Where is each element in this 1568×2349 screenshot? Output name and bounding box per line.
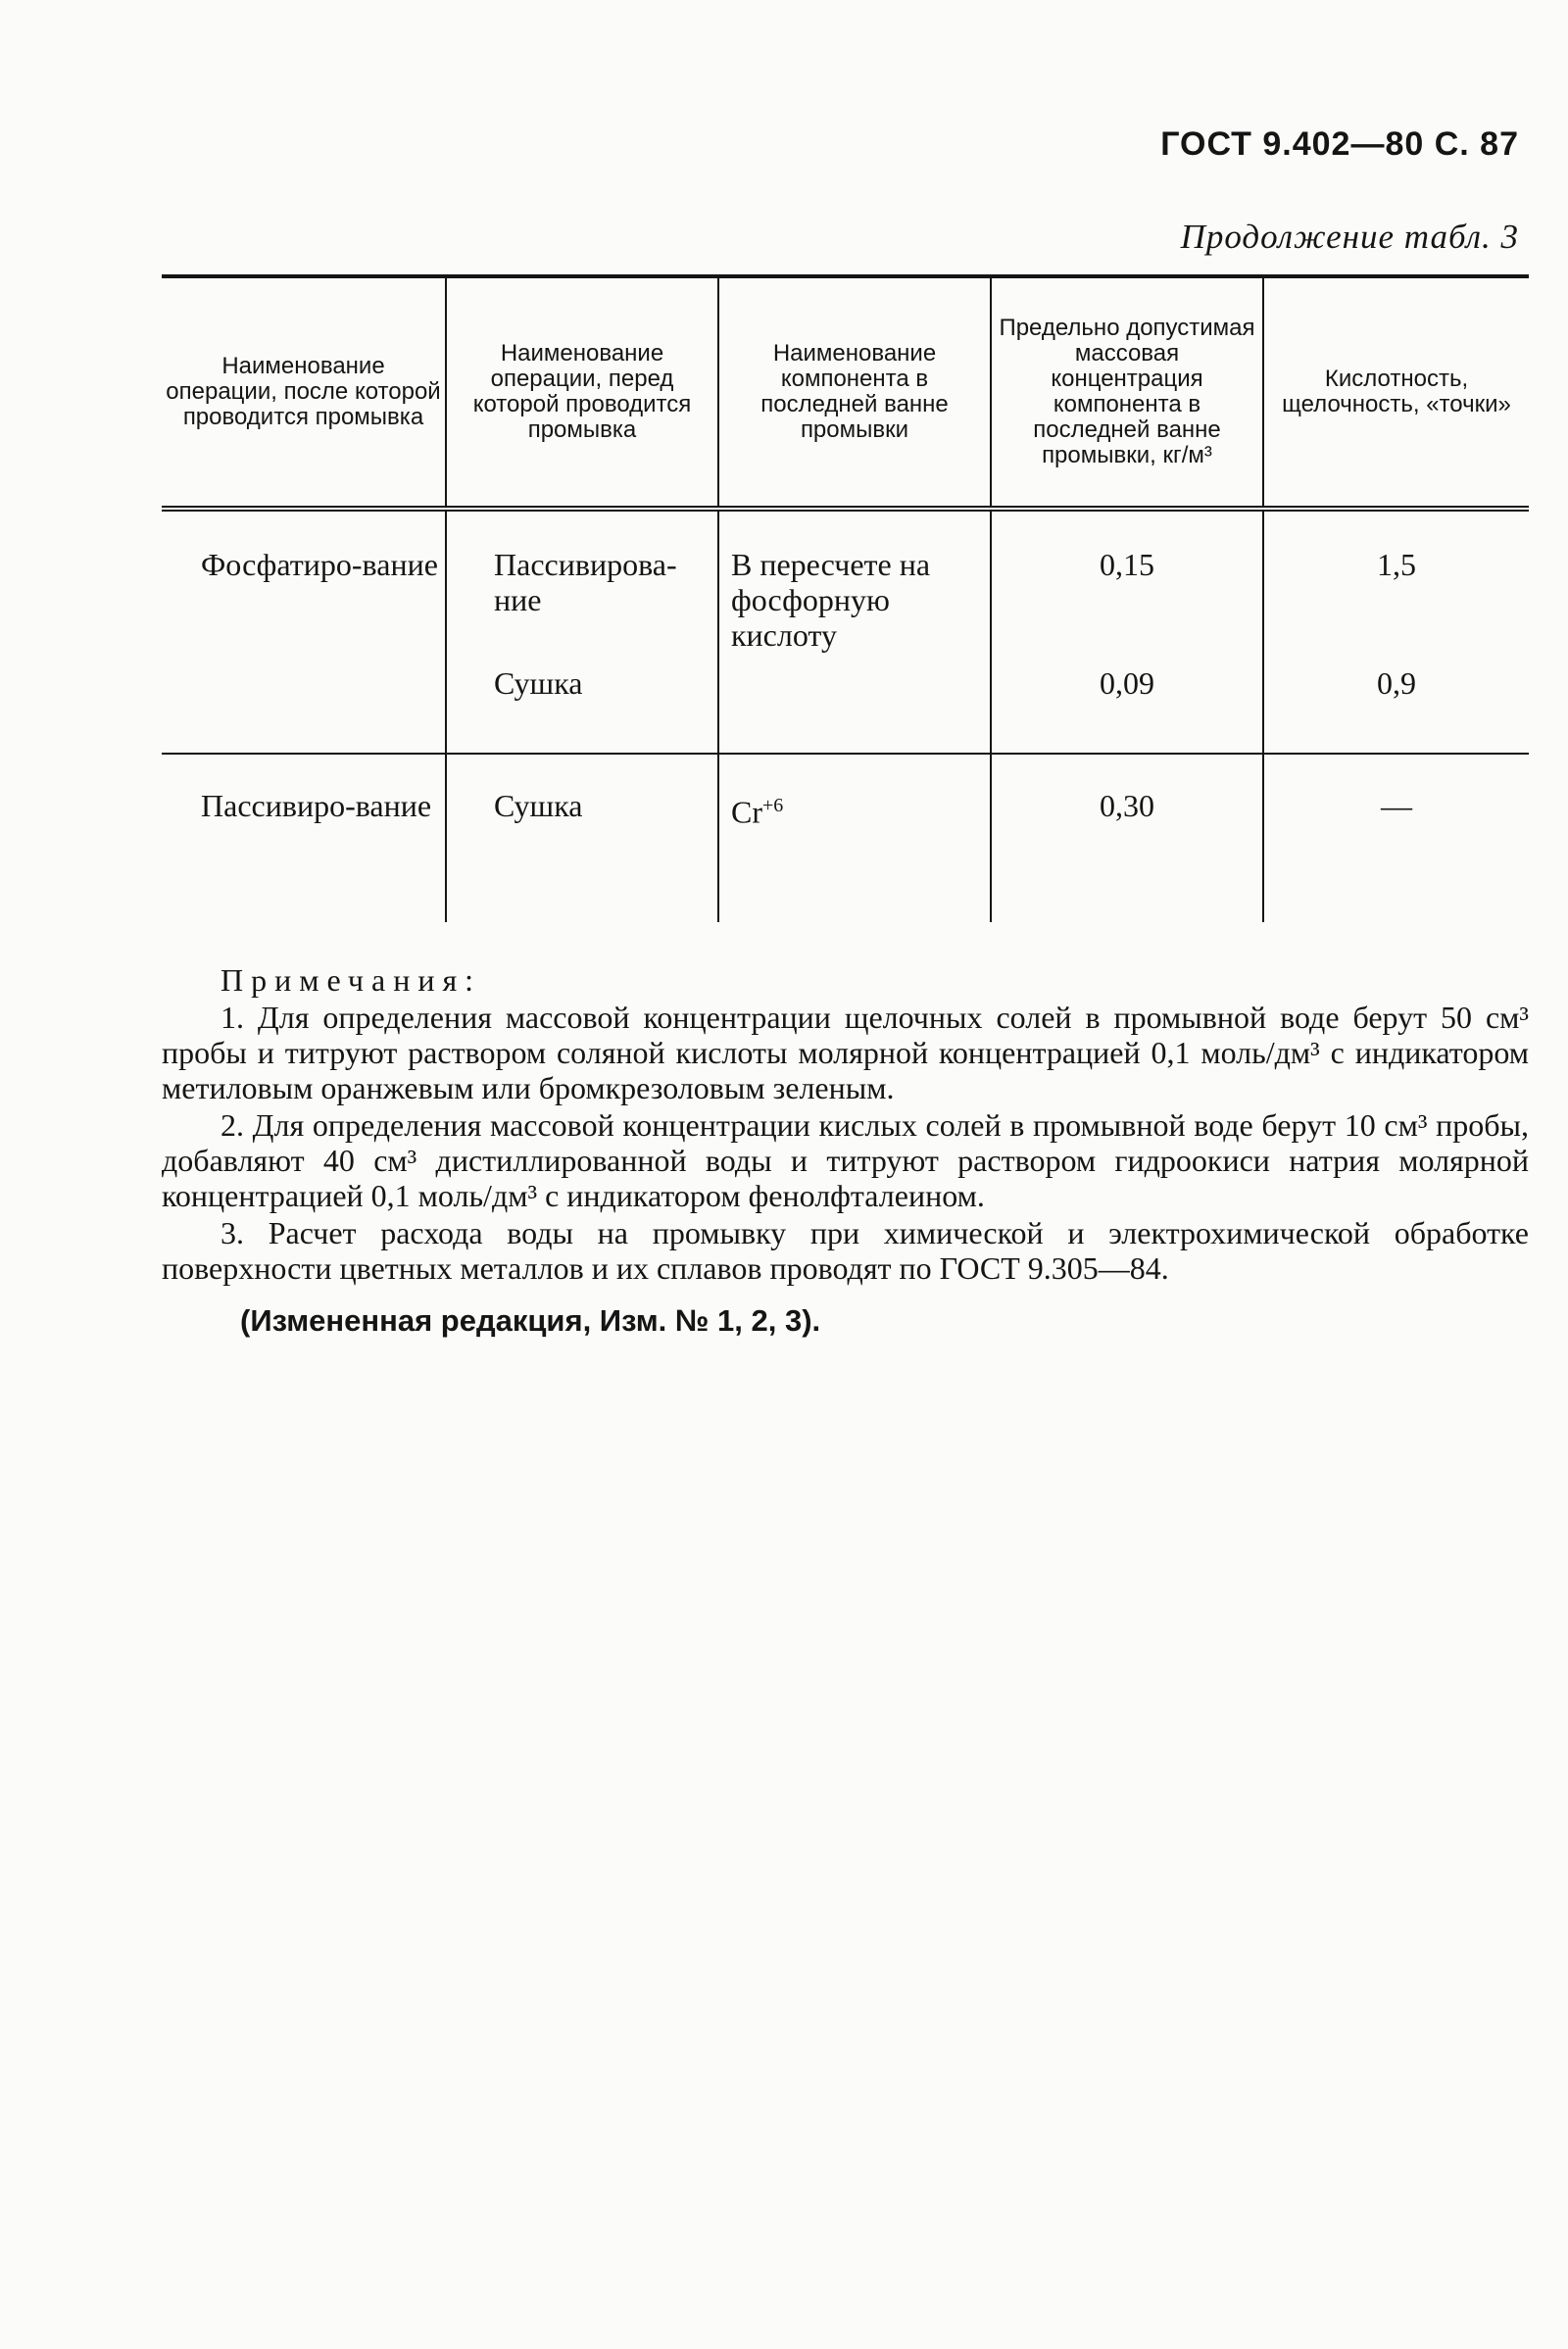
cell-operation-before: Пассивирова-ние — [446, 509, 718, 665]
cell-operation-after: Фосфатиро-вание — [162, 509, 446, 665]
cell-concentration: 0,15 — [991, 509, 1263, 665]
table-row — [162, 509, 1529, 665]
cell-acidity: — — [1381, 788, 1412, 823]
table-header-row — [162, 278, 1529, 509]
col-header-max-concentration: Предельно допустимая массовая концентрация компонента в последней ванне промывки, кг/м³ — [991, 278, 1263, 509]
component-formula: Cr — [731, 794, 762, 830]
cell-operation-after: Пассивиро-вание — [162, 754, 446, 922]
note-2: 2. Для определения массовой концентрации кислых солей в промывной воде берут 10 см³ пробы, добавляют 40 см³ дистиллированной воды и титруют раствором гидроокиси натрия молярной концентрацией 0,1 моль/дм³ с индикатором фенолфталеином. — [162, 1107, 1529, 1213]
notes-section — [162, 962, 1529, 1339]
cell-concentration: 0,30 — [991, 754, 1263, 922]
table-row — [162, 754, 1529, 922]
note-3: 3. Расчет расхода воды на промывку при химической и электрохимической обработке поверхности цветных металлов и их сплавов проводят по ГОСТ 9.305—84. — [162, 1215, 1529, 1286]
cell-component — [718, 665, 991, 754]
cell-acidity: 1,5 — [1377, 547, 1416, 582]
cell-operation-before: Сушка — [446, 754, 718, 922]
cell-operation-after — [162, 665, 446, 754]
col-header-operation-before: Наименование операции, перед которой проводится промывка — [446, 278, 718, 509]
cell-acidity: 0,9 — [1263, 665, 1529, 754]
notes-title: Примечания: — [220, 962, 482, 998]
col-header-operation-after: Наименование операции, после которой проводится промывка — [162, 278, 446, 509]
component-valence: +6 — [762, 795, 784, 816]
cell-component — [718, 754, 991, 922]
cell-component: В пересчете на фосфорную кислоту — [718, 509, 991, 665]
cell-operation-before: Сушка — [446, 665, 718, 754]
col-header-acidity: Кислотность, щелочность, «точки» — [1263, 278, 1529, 509]
note-1: 1. Для определения массовой концентрации щелочных солей в промывной воде берут 50 см³ пробы и титруют раствором соляной кислоты молярной концентрацией 0,1 моль/дм³ с индикатором метиловым оранжевым или бромкрезоловым зеленым. — [162, 1000, 1529, 1105]
table-continuation-label: Продолжение табл. 3 — [1180, 218, 1519, 256]
amendment-note: (Измененная редакция, Изм. № 1, 2, 3). — [240, 1303, 821, 1338]
cell-concentration: 0,09 — [991, 665, 1263, 754]
col-header-component: Наименование компонента в последней ванне промывки — [718, 278, 991, 509]
table-3-continued — [162, 278, 1529, 922]
page-header: ГОСТ 9.402—80 С. 87 — [1160, 125, 1519, 163]
table-row — [162, 665, 1529, 754]
